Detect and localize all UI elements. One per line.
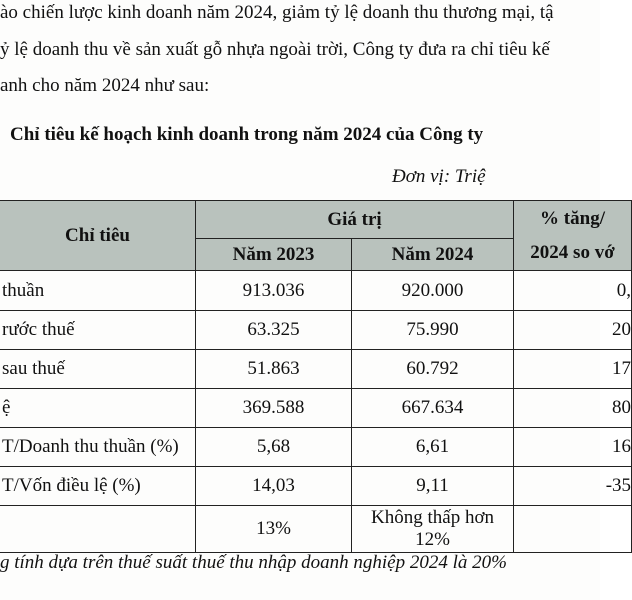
- business-plan-table: [0, 200, 632, 553]
- table-row: [0, 350, 632, 389]
- pct-change: -35: [514, 467, 632, 506]
- pct-change: 0,: [514, 271, 632, 311]
- row-label: [0, 506, 196, 553]
- table-row: [0, 506, 632, 553]
- paragraph-line-2: ỷ lệ doanh thu về sản xuất gỗ nhựa ngoài trời, Công ty đưa ra chỉ tiêu kế: [0, 39, 550, 60]
- header-pct-change-line1: % tăng/: [540, 207, 605, 229]
- section-title: Chỉ tiêu kế hoạch kinh doanh trong năm 2024 của Công ty: [10, 124, 484, 145]
- value-2023: 63.325: [196, 311, 352, 350]
- row-label: rước thuế: [0, 311, 196, 350]
- table-row: [0, 389, 632, 428]
- value-2023: 51.863: [196, 350, 352, 389]
- pct-change: 16: [514, 428, 632, 467]
- row-label: sau thuế: [0, 350, 196, 389]
- header-pct-change: [514, 201, 632, 271]
- table-row: [0, 428, 632, 467]
- value-2024: 9,11: [352, 467, 514, 506]
- value-2023: 14,03: [196, 467, 352, 506]
- row-label: T/Vốn điều lệ (%): [0, 467, 196, 506]
- pct-change: [514, 506, 632, 553]
- pct-change: 20: [514, 311, 632, 350]
- pct-change: 17: [514, 350, 632, 389]
- table-row: [0, 467, 632, 506]
- value-2024: 920.000: [352, 271, 514, 311]
- row-label: ệ: [0, 389, 196, 428]
- row-label: T/Doanh thu thuần (%): [0, 428, 196, 467]
- value-2024: 75.990: [352, 311, 514, 350]
- header-year-2023: Năm 2023: [196, 239, 352, 271]
- value-2024: 60.792: [352, 350, 514, 389]
- header-pct-change-line2: 2024 so vớ: [530, 241, 615, 263]
- paragraph-line-1: ào chiến lược kinh doanh năm 2024, giảm tỷ lệ doanh thu thương mại, tậ: [0, 2, 554, 23]
- value-2023: 369.588: [196, 389, 352, 428]
- row-label: thuần: [0, 271, 196, 311]
- footnote: g tính dựa trên thuế suất thuế thu nhập doanh nghiệp 2024 là 20%: [0, 552, 507, 573]
- value-2023: 5,68: [196, 428, 352, 467]
- value-2023: 913.036: [196, 271, 352, 311]
- paragraph-line-3: anh cho năm 2024 như sau:: [0, 75, 210, 96]
- value-2023: 13%: [196, 506, 352, 553]
- value-2024: 6,61: [352, 428, 514, 467]
- header-value-group: Giá trị: [196, 201, 514, 239]
- table-row: [0, 271, 632, 311]
- pct-change: 80: [514, 389, 632, 428]
- table-row: [0, 311, 632, 350]
- value-2024: 667.634: [352, 389, 514, 428]
- value-2024: Không thấp hơn 12%: [352, 506, 514, 553]
- header-indicator: Chỉ tiêu: [0, 201, 196, 271]
- header-row-1: [0, 201, 632, 239]
- header-year-2024: Năm 2024: [352, 239, 514, 271]
- unit-note: Đơn vị: Triệ: [392, 166, 486, 187]
